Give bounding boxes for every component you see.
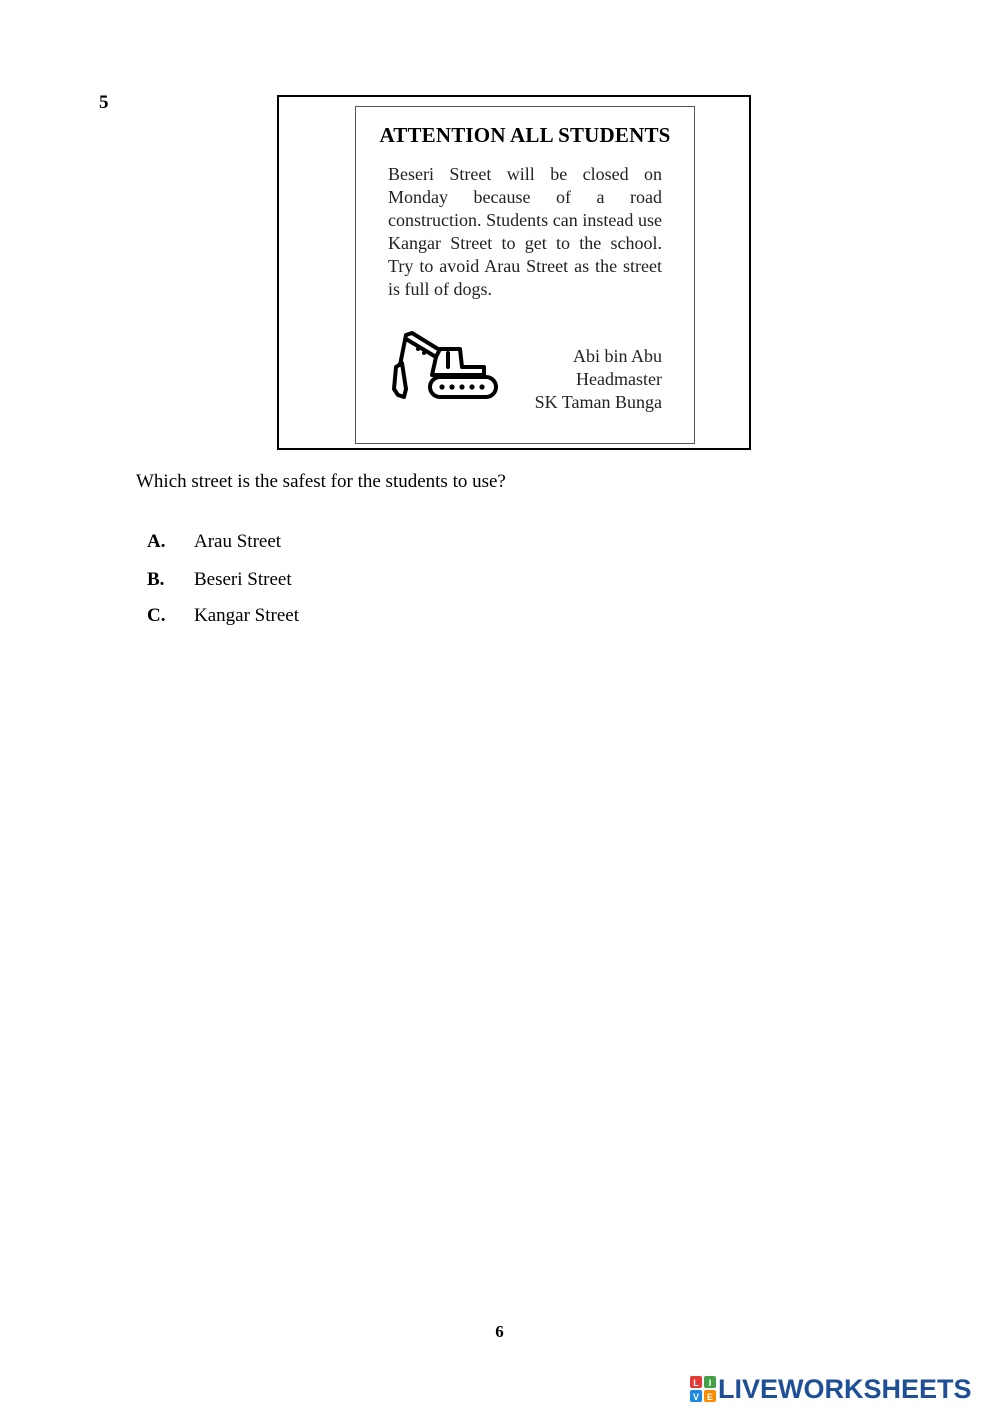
option-a-text: Arau Street [194,531,282,552]
option-b[interactable] [147,569,292,591]
excavator-icon [388,327,502,407]
svg-text:I: I [708,1378,712,1388]
liveworksheets-logo-icon [690,1376,716,1402]
page-number: 6 [495,1322,504,1341]
signature-role: Headmaster [576,369,662,389]
notice-title: ATTENTION ALL STUDENTS [379,123,671,147]
svg-text:V: V [692,1392,700,1402]
option-c-letter: C. [147,605,166,626]
notice-body: Beseri Street will be closed on Monday because of a road construction. Students can instead use Kangar Street to get to the school. Try to avoid Arau Street as the street is full of dogs. [388,164,662,299]
liveworksheets-logo[interactable] [690,1373,972,1405]
option-a[interactable] [147,531,281,553]
question-prompt: Which street is the safest for the students to use? [136,471,506,492]
option-b-letter: B. [147,569,165,590]
option-b-text: Beseri Street [194,569,292,590]
notice-signature [535,345,662,414]
signature-name: Abi bin Abu [572,346,662,366]
svg-text:E: E [706,1392,714,1402]
question-number: 5 [99,92,109,113]
option-a-letter: A. [147,531,166,552]
notice-box [355,106,695,444]
liveworksheets-logo-text: LIVEWORKSHEETS [718,1373,972,1404]
option-c-text: Kangar Street [194,605,299,626]
svg-text:L: L [693,1378,699,1388]
option-c[interactable] [147,605,299,627]
signature-school: SK Taman Bunga [534,392,662,412]
